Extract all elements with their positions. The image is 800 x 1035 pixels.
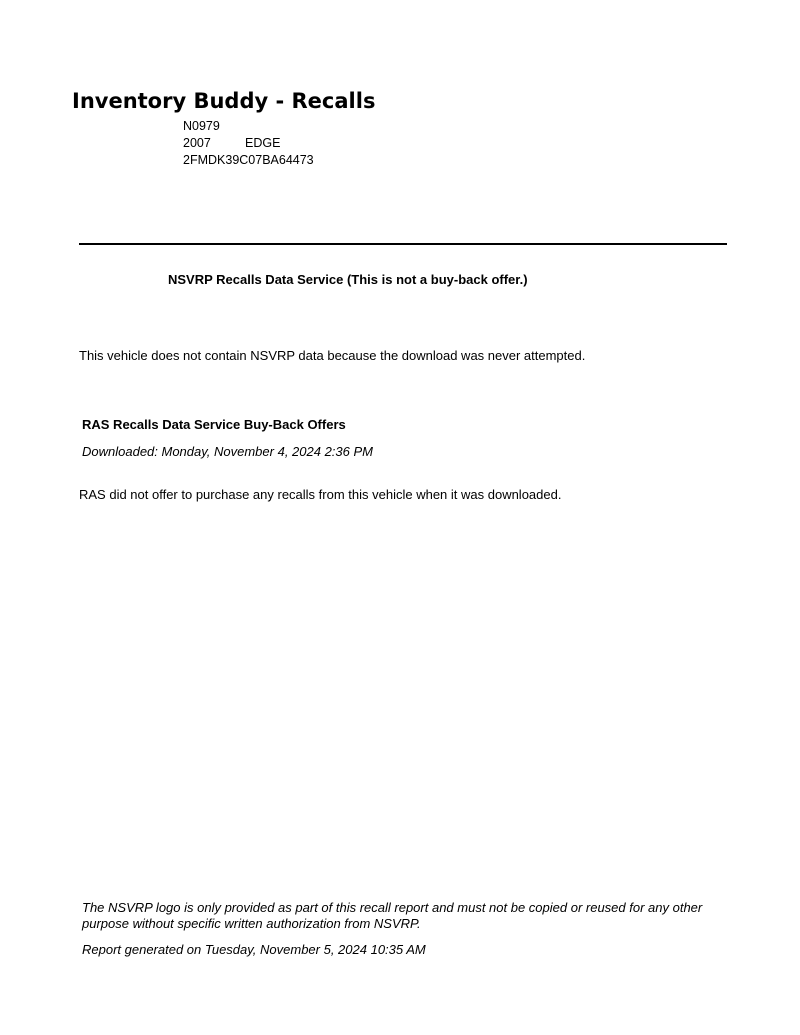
year-value: 2007 [183,136,211,150]
ras-message: RAS did not offer to purchase any recalls from this vehicle when it was downloaded. [79,487,562,502]
nsvrp-message: This vehicle does not contain NSVRP data because the download was never attempted. [79,348,586,363]
ras-downloaded-date: Downloaded: Monday, November 4, 2024 2:36 PM [82,444,373,459]
stock-number-value: N0979 [183,119,220,133]
nsvrp-heading: NSVRP Recalls Data Service (This is not a buy-back offer.) [168,272,528,287]
model-value: EDGE [245,136,281,150]
report-generated-date: Report generated on Tuesday, November 5, 2024 10:35 AM [82,942,426,957]
section-divider [79,243,727,245]
vin-number-value: 2FMDK39C07BA64473 [183,153,314,167]
logo-usage-notice: The NSVRP logo is only provided as part of this recall report and must not be copied or reused for any other purpose without specific written authorization from NSVRP. [82,900,703,931]
report-title: Inventory Buddy - Recalls [72,89,376,113]
ras-heading: RAS Recalls Data Service Buy-Back Offers [82,417,346,432]
